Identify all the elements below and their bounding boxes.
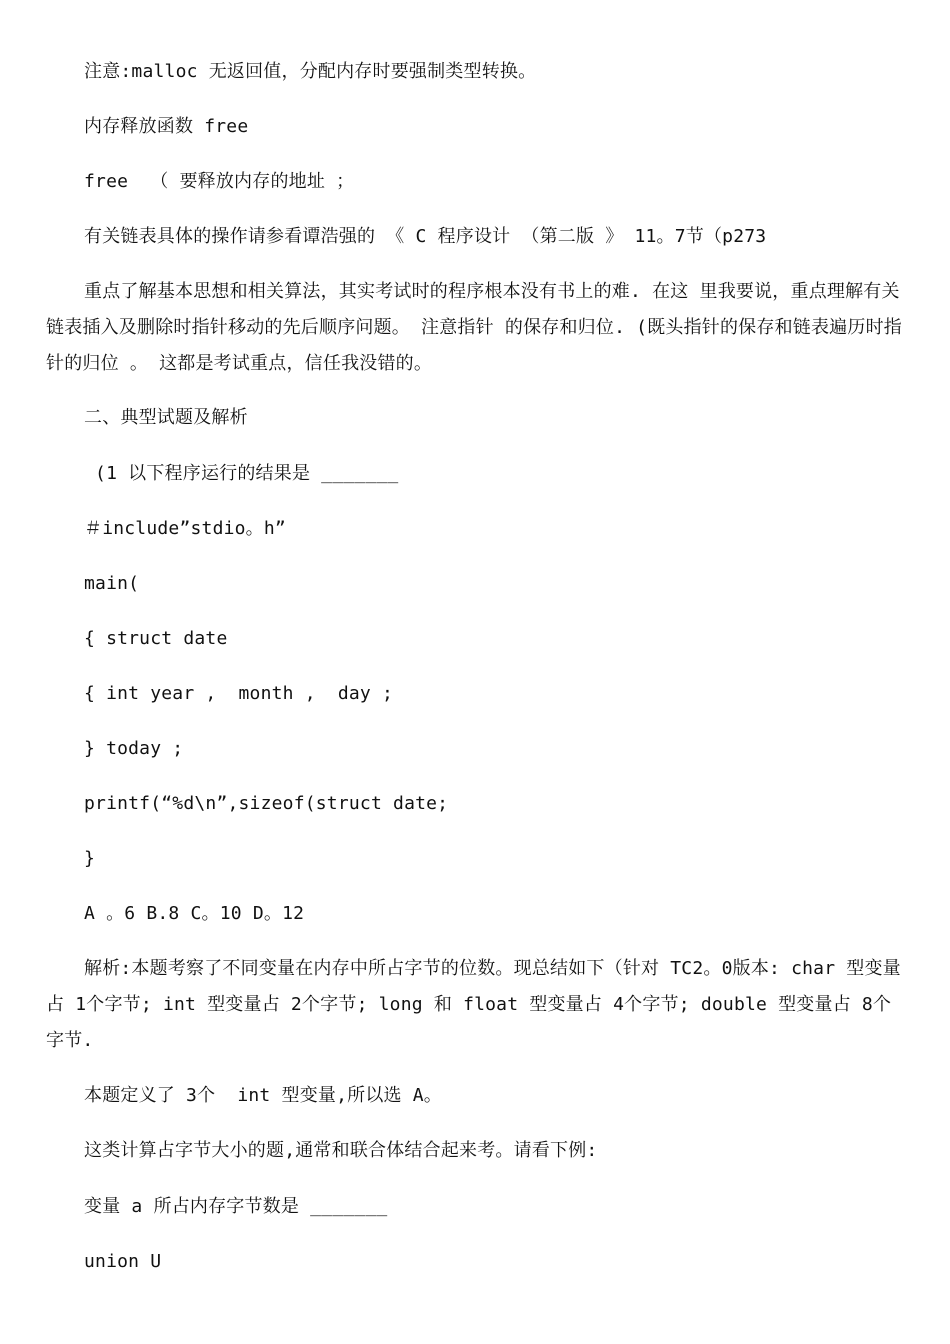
free-function-heading: 内存释放函数 free [84,116,249,137]
code-printf-line: printf(“%d\n”,sizeof(struct date; [84,793,449,814]
union-intro-line: 这类计算占字节大小的题,通常和联合体结合起来考。请看下例: [84,1140,598,1161]
analysis-paragraph: 解析:本题考察了不同变量在内存中所占字节的位数。现总结如下（针对 TC2。0版本: char 型变量占 1个字节; int 型变量占 2个字节; long 和 float 型变量占 4个字节; double 型变量占 8个字节. [46,958,901,1051]
malloc-note-line: 注意:malloc 无返回值，分配内存时要强制类型转换。 [84,61,537,82]
code-fields-line: { int year , month , day ; [84,683,394,704]
code-union-line: union U [84,1251,162,1272]
reference-line: 有关链表具体的操作请参看谭浩强的 《 C 程序设计 （第二版 》 11。7节（p273 [84,226,767,247]
free-syntax-line: free （ 要释放内存的地址 ； [84,171,355,192]
key-points-paragraph: 重点了解基本思想和相关算法，其实考试时的程序根本没有书上的难. 在这 里我要说，重点理解有关链表插入及删除时指针移动的先后顺序问题。 注意指针 的保存和归位. (既头指针的保存和链表遍历时指针的归位 。 这都是考试重点，信任我没错的。 [46,281,902,374]
code-close-brace-line: } [84,848,96,869]
code-main-line: main( [84,573,140,594]
section-heading: 二、典型试题及解析 [84,407,248,428]
answer-options-line: A 。6 B.8 C。10 D。12 [84,903,305,924]
answer-explanation-line: 本题定义了 3个 int 型变量,所以选 A。 [84,1085,443,1106]
code-struct-line: { struct date [84,628,228,649]
code-include-line: ＃include”stdio。h” [84,518,286,539]
question-2-line: 变量 a 所占内存字节数是 _______ [84,1196,388,1217]
question-1-line: (1 以下程序运行的结果是 _______ [84,463,399,484]
code-today-line: } today ; [84,738,184,759]
